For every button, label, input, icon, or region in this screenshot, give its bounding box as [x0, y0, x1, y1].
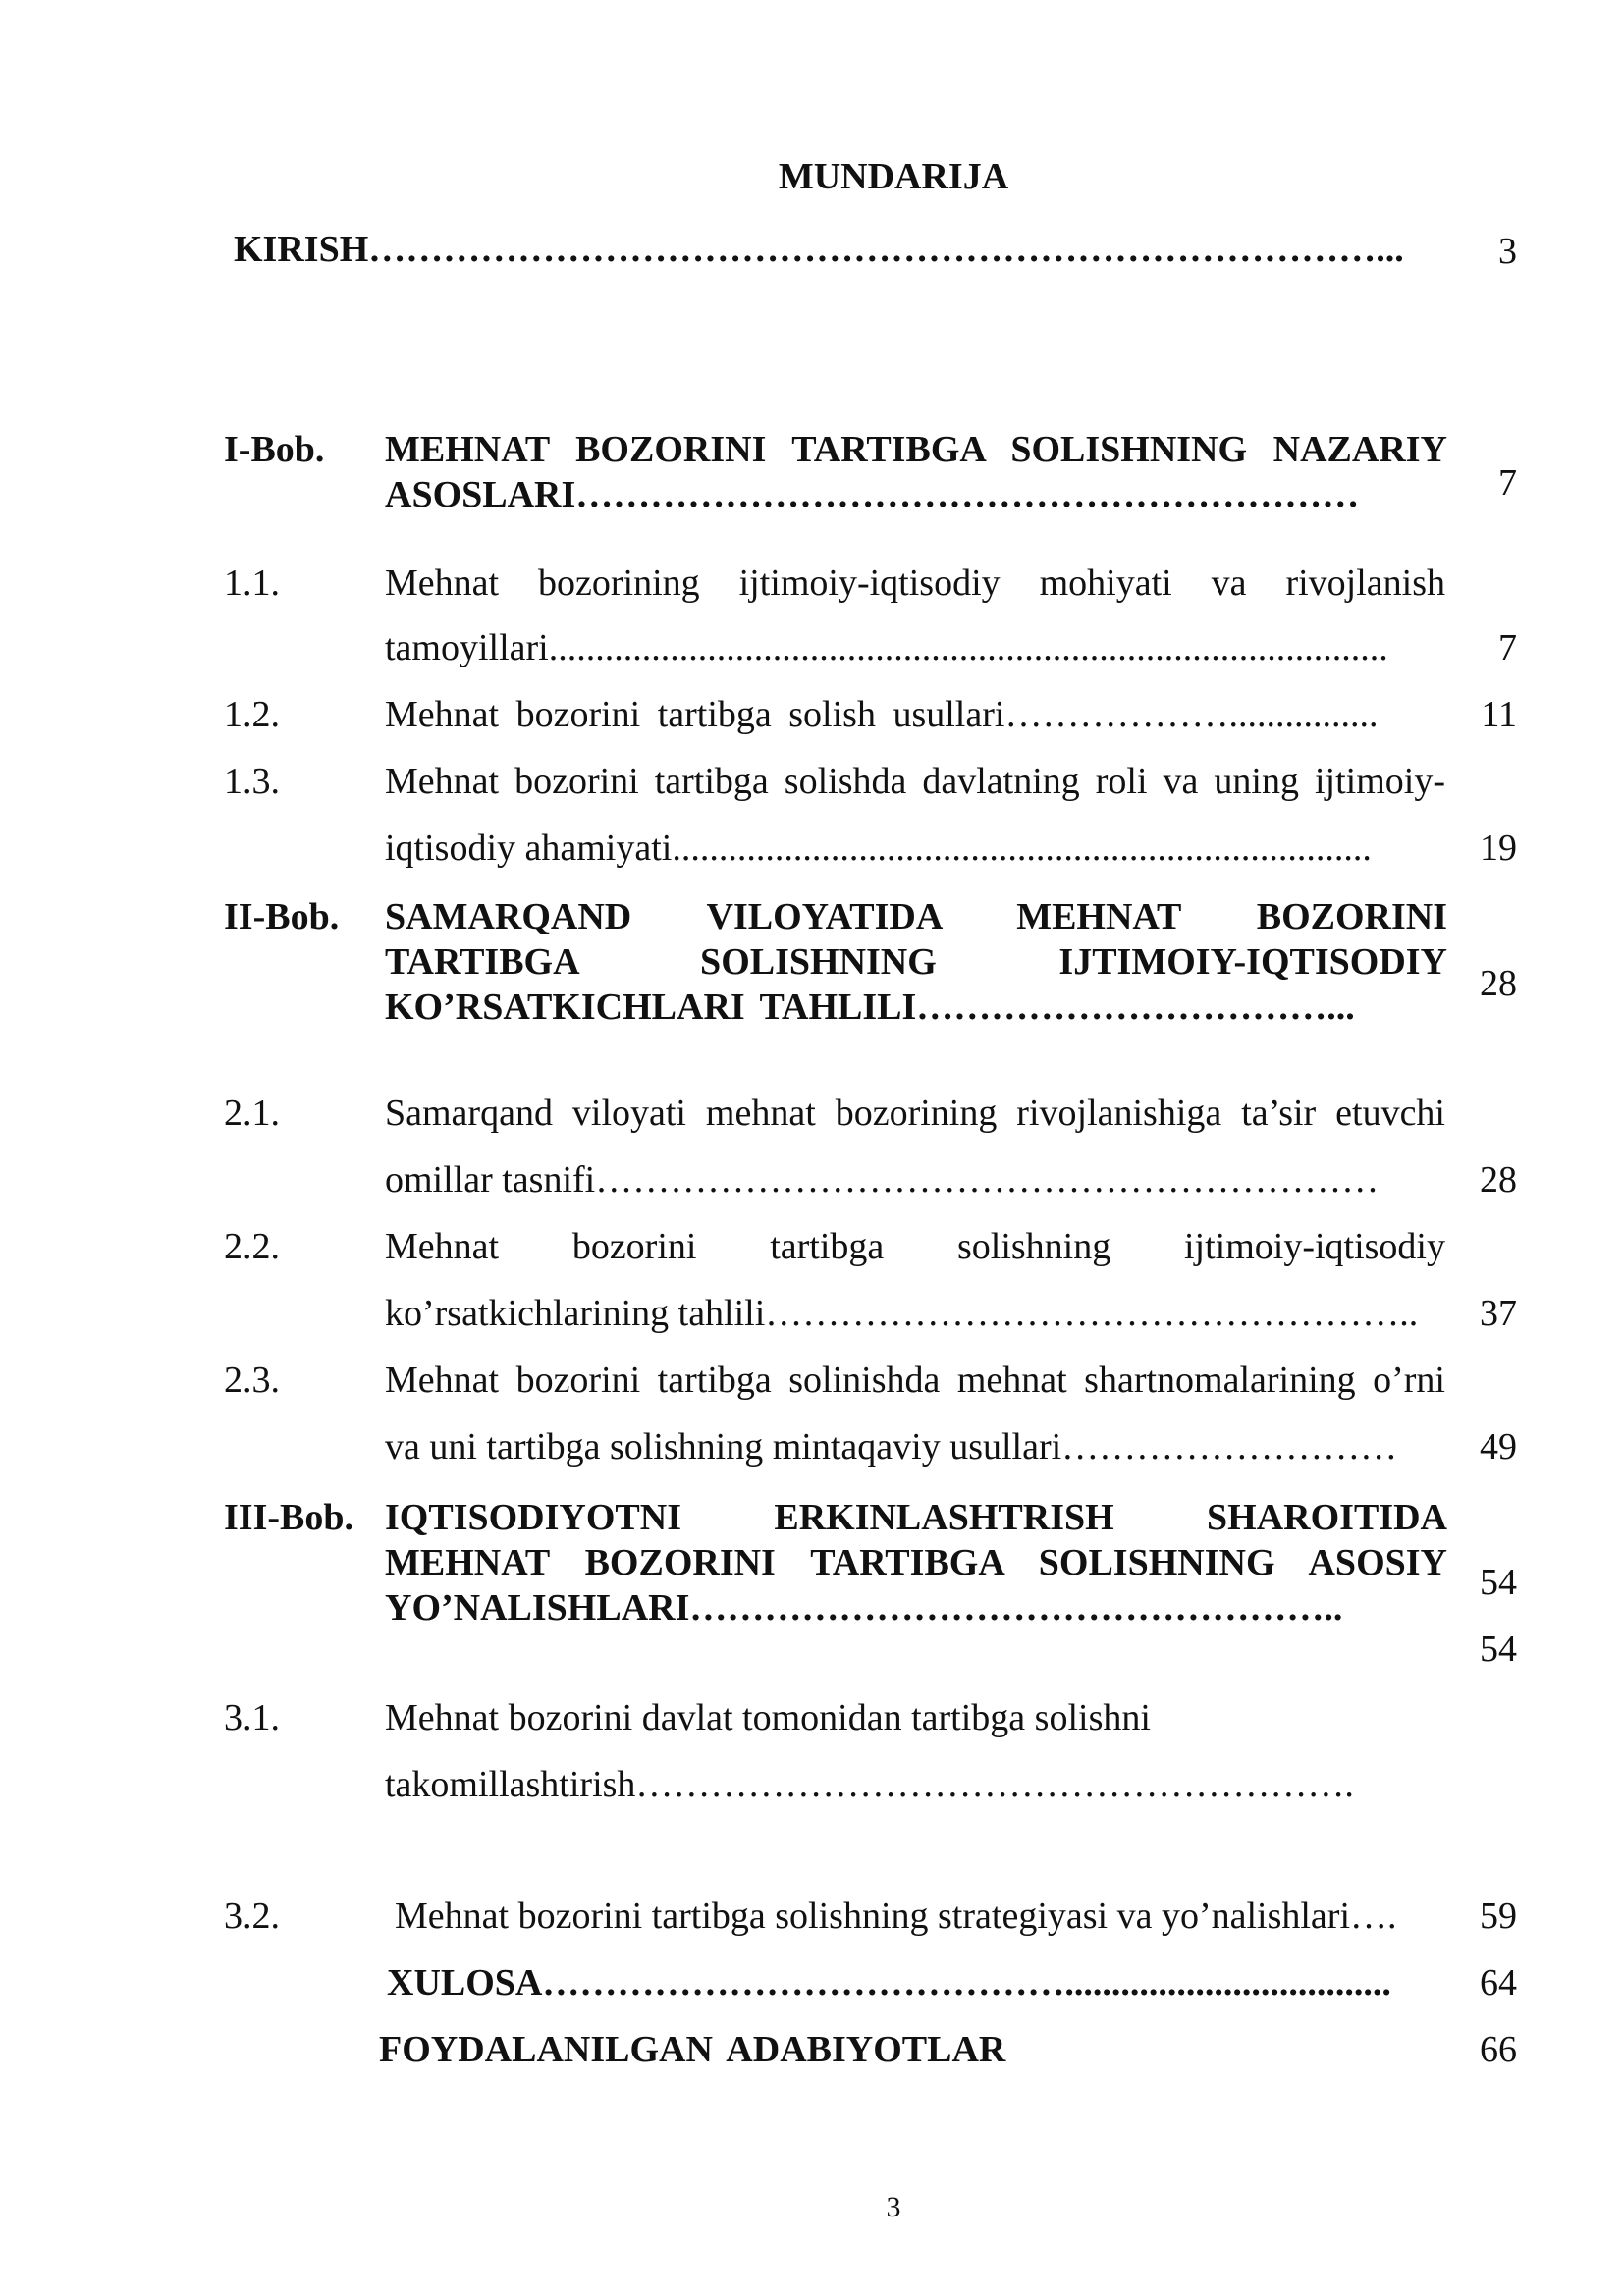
- section-1-2-page: 11: [1481, 694, 1517, 735]
- section-2-1-page: 28: [1480, 1159, 1517, 1201]
- page-title: MUNDARIJA: [778, 156, 1009, 197]
- section-2-3-line2: va uni tartibga solishning mintaqaviy usullari………………………: [385, 1426, 1398, 1468]
- section-2-2-line1: Mehnat bozorini tartibga solishning ijtimoiy-iqtisodiy: [385, 1226, 1445, 1267]
- section-2-2-page: 37: [1480, 1293, 1517, 1334]
- chapter-2-title-line2: TARTIBGA SOLISHNING IJTIMOIY-IQTISODIY: [385, 941, 1447, 983]
- section-1-1-line1: Mehnat bozorining ijtimoiy-iqtisodiy mohiyati va rivojlanish: [385, 562, 1445, 604]
- chapter-2-page: 28: [1480, 963, 1517, 1004]
- toc-entry-xulosa: XULOSA……………………………………...................................: [387, 1962, 1391, 2003]
- section-1-3-line1: Mehnat bozorini tartibga solishda davlatning roli va uning ijtimoiy-: [385, 761, 1445, 802]
- section-1-1-number: 1.1.: [224, 562, 280, 604]
- chapter-2-title-line3: KO’RSATKICHLARI TAHLILI……………………………...: [385, 987, 1355, 1028]
- toc-page-xulosa: 64: [1480, 1962, 1517, 2003]
- footer-page-number: 3: [886, 2191, 901, 2223]
- section-3-2-line1: Mehnat bozorini tartibga solishning strategiyasi va yo’nalishlari….: [395, 1896, 1397, 1937]
- section-1-1-page: 7: [1498, 627, 1517, 668]
- chapter-3-title-line3: YO’NALISHLARI……………………………………………..: [385, 1587, 1343, 1629]
- section-2-1-line1: Samarqand viloyati mehnat bozorining rivojlanishiga ta’sir etuvchi: [385, 1093, 1445, 1134]
- chapter-2-number: II-Bob.: [224, 896, 340, 937]
- toc-page-adabiyotlar: 66: [1480, 2029, 1517, 2070]
- section-3-2-page: 59: [1480, 1896, 1517, 1937]
- chapter-1-title-line2: ASOSLARI………………………………………………………: [385, 474, 1360, 515]
- chapter-2-title-line1: SAMARQAND VILOYATIDA MEHNAT BOZORINI: [385, 896, 1447, 937]
- section-1-3-page: 19: [1480, 828, 1517, 869]
- section-2-2-line2: ko’rsatkichlarining tahlili……………………………………………..: [385, 1293, 1419, 1334]
- chapter-3-title-line1: IQTISODIYOTNI ERKINLASHTRISH SHAROITIDA: [385, 1497, 1447, 1538]
- chapter-1-number: I-Bob.: [224, 429, 325, 470]
- chapter-1-title-line1: MEHNAT BOZORINI TARTIBGA SOLISHNING NAZARIY: [385, 429, 1447, 470]
- section-2-3-line1: Mehnat bozorini tartibga solinishda mehnat shartnomalarining o’rni: [385, 1360, 1445, 1401]
- chapter-3-title-line2: MEHNAT BOZORINI TARTIBGA SOLISHNING ASOSIY: [385, 1542, 1447, 1583]
- chapter-3-page-repeat: 54: [1480, 1629, 1517, 1670]
- section-2-3-number: 2.3.: [224, 1360, 280, 1401]
- section-1-1-line2: tamoyillari..........................................................................................: [385, 627, 1388, 668]
- toc-page-kirish: 3: [1498, 231, 1517, 272]
- section-1-3-line2: iqtisodiy ahamiyati...........................................................................: [385, 828, 1372, 869]
- section-2-3-page: 49: [1480, 1426, 1517, 1468]
- section-3-1-number: 3.1.: [224, 1697, 280, 1738]
- chapter-3-page: 54: [1480, 1562, 1517, 1603]
- section-3-2-number: 3.2.: [224, 1896, 280, 1937]
- toc-entry-kirish: KIRISH………………………………………………………………………...: [234, 229, 1404, 270]
- section-2-2-number: 2.2.: [224, 1226, 280, 1267]
- section-2-1-number: 2.1.: [224, 1093, 280, 1134]
- section-3-1-line2: takomillashtirish………………………………………………….: [385, 1764, 1354, 1805]
- section-1-2-line1: Mehnat bozorini tartibga solish usullari………………................: [385, 694, 1379, 735]
- section-2-1-line2: omillar tasnifi………………………………………………………: [385, 1159, 1380, 1201]
- chapter-3-number: III-Bob.: [224, 1497, 353, 1538]
- section-3-1-line1: Mehnat bozorini davlat tomonidan tartibga solishni: [385, 1697, 1151, 1738]
- chapter-1-page: 7: [1498, 462, 1517, 504]
- toc-entry-adabiyotlar: FOYDALANILGAN ADABIYOTLAR: [379, 2029, 1006, 2070]
- section-1-2-number: 1.2.: [224, 694, 280, 735]
- section-1-3-number: 1.3.: [224, 761, 280, 802]
